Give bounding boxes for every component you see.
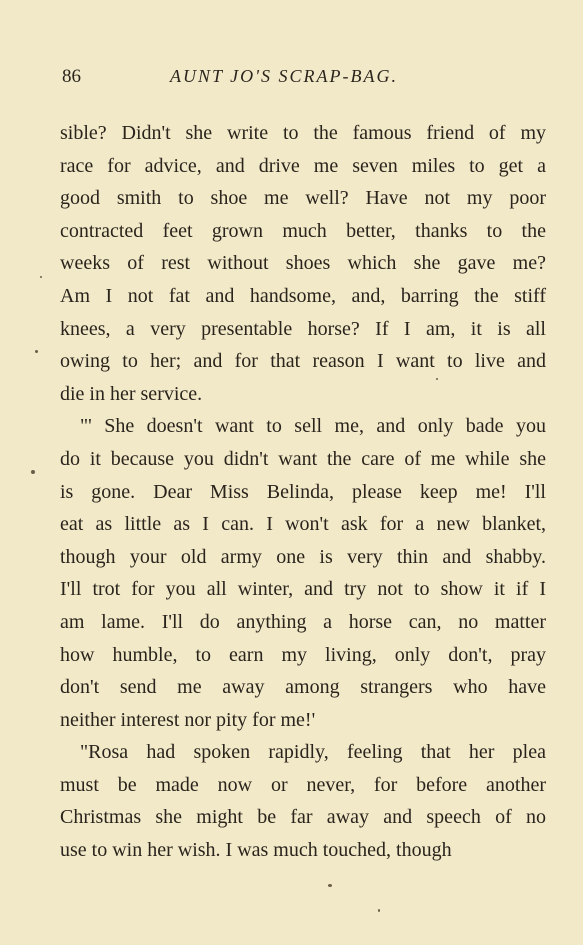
text-line: is gone. Dear Miss Belinda, please keep me! I'll xyxy=(60,480,546,503)
paper-speck xyxy=(436,378,438,380)
text-line: owing to her; and for that reason I want to live and xyxy=(60,350,546,373)
text-line: Christmas she might be far away and speech of no xyxy=(60,806,546,829)
page-number: 86 xyxy=(62,66,81,87)
text-line: Am I not fat and handsome, and, barring the stiff xyxy=(60,284,546,307)
text-line: "Rosa had spoken rapidly, feeling that her plea xyxy=(80,741,546,764)
paper-speck xyxy=(40,276,42,278)
running-title: AUNT JO'S SCRAP-BAG. xyxy=(170,66,398,86)
text-line: how humble, to earn my living, only don't, pray xyxy=(60,643,546,666)
paper-speck xyxy=(31,470,35,474)
text-line: "' She doesn't want to sell me, and only bade you xyxy=(80,415,546,438)
text-line: am lame. I'll do anything a horse can, no matter xyxy=(60,610,546,633)
text-line: sible? Didn't she write to the famous friend of my xyxy=(60,122,546,144)
text-line: die in her service. xyxy=(60,382,203,405)
text-line: don't send me away among strangers who have xyxy=(60,676,546,699)
paper-speck xyxy=(328,884,332,887)
text-line: contracted feet grown much better, thanks to the xyxy=(60,219,546,242)
text-line: knees, a very presentable horse? If I am, it is all xyxy=(60,317,546,340)
paragraph xyxy=(60,117,546,410)
text-line: race for advice, and drive me seven miles to get a xyxy=(60,154,546,177)
text-line: use to win her wish. I was much touched, though xyxy=(60,839,452,862)
paragraph xyxy=(60,410,546,736)
text-line: weeks of rest without shoes which she gave me? xyxy=(60,252,546,275)
text-line: good smith to shoe me well? Have not my poor xyxy=(60,187,546,210)
page-header xyxy=(62,66,542,96)
text-line: must be made now or never, for before another xyxy=(60,773,546,796)
text-line: I'll trot for you all winter, and try not to show it if I xyxy=(60,578,546,601)
paper-speck xyxy=(378,909,380,912)
paragraph xyxy=(60,736,546,866)
text-line: do it because you didn't want the care of me while she xyxy=(60,447,546,470)
body-text xyxy=(60,117,546,867)
text-line: eat as little as I can. I won't ask for a new blanket, xyxy=(60,513,546,536)
text-line: neither interest nor pity for me!' xyxy=(60,708,316,731)
paper-speck xyxy=(35,350,38,353)
text-line: though your old army one is very thin and shabby. xyxy=(60,545,546,568)
